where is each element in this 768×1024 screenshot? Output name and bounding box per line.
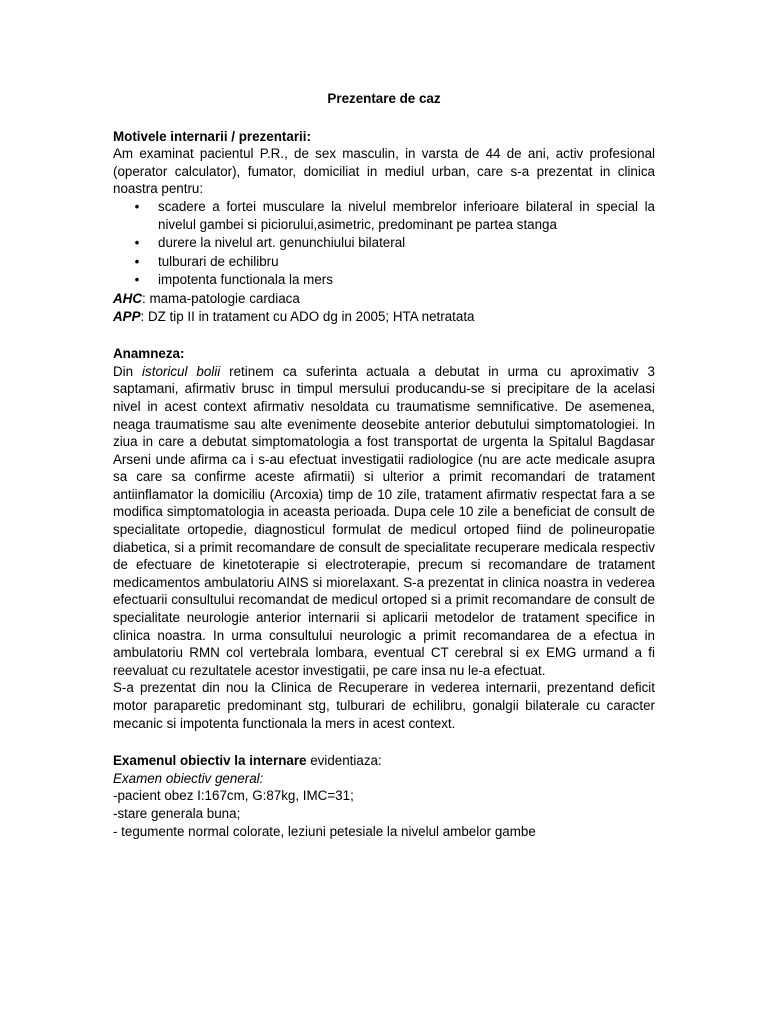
list-item: • impotenta functionala la mers xyxy=(113,271,655,289)
anamneza-heading: Anamneza: xyxy=(113,346,185,362)
app-text: : DZ tip II in tratament cu ADO dg in 2005; HTA netratata xyxy=(140,308,475,324)
ahc-text: : mama-patologie cardiaca xyxy=(142,290,300,306)
list-item: • durere la nivelul art. genunchiului bilateral xyxy=(113,234,655,252)
ahc-label: AHC xyxy=(113,290,143,306)
app-label: APP xyxy=(113,308,141,324)
document-page xyxy=(113,90,655,840)
motive-intro: Am examinat pacientul P.R., de sex masculin, in varsta de 44 de ani, activ profesional (operator calculator), fumator, domiciliat in mediul urban, care s-a prezentat in clinica noastra pentru: xyxy=(113,146,655,197)
examen-line: -stare generala buna; xyxy=(113,805,241,821)
examen-line: - tegumente normal colorate, leziuni petesiale la nivelul ambelor gambe xyxy=(113,823,536,839)
bullet-icon: • xyxy=(134,198,140,214)
examen-line: -pacient obez I:167cm, G:87kg, IMC=31; xyxy=(113,788,354,804)
bullet-icon: • xyxy=(134,253,140,269)
bullet-icon: • xyxy=(134,272,140,288)
examen-subheading: Examen obiectiv general: xyxy=(113,770,264,786)
anamneza-paragraph-2: S-a prezentat din nou la Clinica de Recuperare in vederea internarii, prezentand deficit motor paraparetic predominant stg, tulburari de echilibru, gonalgii bilaterale cu caracter mecanic si impotenta functionala la mers in acest context. xyxy=(113,680,655,731)
bullet-icon: • xyxy=(134,235,140,251)
list-item: • scadere a fortei musculare la nivelul membrelor inferioare bilateral in special la nivelul gambei si piciorului,asimetric, predominant pe partea stanga xyxy=(113,198,655,233)
motive-heading: Motivele internarii / prezentarii: xyxy=(113,128,311,144)
app-line xyxy=(113,308,655,326)
examen-heading: Examenul obiectiv la internare evidentiaza: xyxy=(113,753,382,769)
symptom-list xyxy=(113,198,655,289)
document-title: Prezentare de caz xyxy=(327,91,441,106)
ahc-line xyxy=(113,290,655,308)
list-item: • tulburari de echilibru xyxy=(113,253,655,271)
anamneza-paragraph-1: Din istoricul bolii retinem ca suferinta actuala a debutat in urma cu aproximativ 3 saptamani, afirmativ brusc in timpul mersului producandu-se si precipitare de la acelasi nivel in acest context afirmativ nesoldata cu traumatisme semnificative. De asemenea, neaga traumatisme sau alte evenimente deosebite anterior debutului simptomatologiei. In ziua in care a debutat simptomatologia a fost transportat de urgenta la Spitalul Bagdasar Arseni unde afirma ca i s-au efectuat investigatii radiologice (nu are acte medicale asupra sa care sa confirme aceste afirmatii) si ulterior a primit recomandari de tratament antiinflamator la domiciliu (Arcoxia) timp de 10 zile, tratament afirmativ respectat fara a se modifica simptomatologia in aceasta perioada. Dupa cele 10 zile a beneficiat de consult de specialitate ortopedie, diagnosticul formulat de medicul ortoped fiind de polineuropatie diabetica, si a primit recomandare de consult de specialitate recuperare medicala respectiv de efectuare de kinetoterapie si electroterapie, precum si recomandare de tratament medicamentos ambulatoriu AINS si miorelaxant. S-a prezentat in clinica noastra in vederea efectuarii consultului recomandat de medicul ortoped si a primit recomandare de consult de specialitate neurologie anterior internarii si aplicarii metodelor de tratament specifice in clinica noastra. In urma consultului neurologic a primit recomandarea de a efectua in ambulatoriu RMN col vertebrala lombara, eventual CT cerebral si ex EMG urmand a fi reevaluat cu rezultatele acestor investigatii, pe care insa nu le-a efectuat. xyxy=(113,363,655,678)
